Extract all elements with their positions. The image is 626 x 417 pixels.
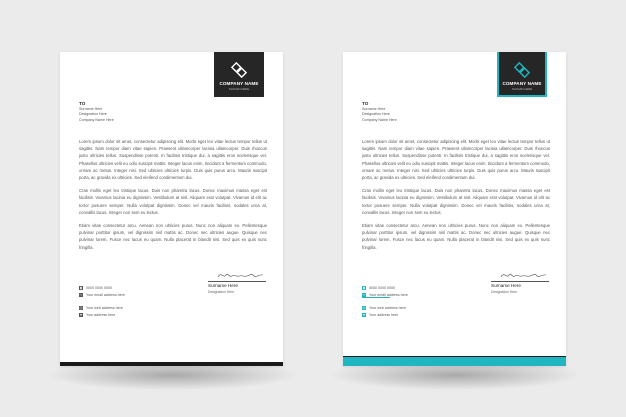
- signer-designation: Designation Here: [491, 290, 518, 294]
- location-icon: [79, 313, 83, 317]
- company-name: COMPANY NAME: [502, 81, 542, 86]
- signature: [216, 270, 266, 280]
- contact-text: 0000 0000 0000: [369, 285, 395, 290]
- recipient-designation: Designation Here: [362, 112, 390, 117]
- body-paragraph: Lorem ipsum dolor sit amet, consectetur adipiscing elit. Morbi eget leo vitae lectus tempor tellus ut sagittis. Nam tempor diam vitae sapien. Praesent ullamcorper lacinia ullamcorper. Duis rhoncus justo ultricies tellus. Suspendisse potenti. In facilisis tristique dui, a sagittis eros scelerisque vel. Phasellus ultricies velit eu odio suscipit mattis. Integer lacus enim, tincidunt a fermentum commodo, ornare ac metus. Integer nisi. Sed ultricies ultricies turpis. Duis quis purus arcu. Mauris suscipit porta, ac gravida ex ultricies. Sed eleifend condimentum dui.: [79, 139, 267, 181]
- web-icon: [362, 306, 366, 310]
- contact-address: [362, 312, 408, 320]
- signer-name: Surname Here: [208, 283, 238, 288]
- diamond-logo-icon: [513, 62, 531, 78]
- recipient-designation: Designation Here: [79, 112, 107, 117]
- contact-list: [362, 284, 408, 319]
- logo-box: [497, 52, 547, 97]
- recipient-company: Company Name Here: [362, 117, 397, 122]
- contact-text: Your email address here: [86, 293, 125, 298]
- body-paragraph: Etiam vitae consectetur arcu. Aenean non ultricies purus. Nunc non aliquam ex. Pellentesque pulvinar porttitor ipsum, vel dignissim nisl mattis ac. Donec nec ultricies augue. Quisque nec pulvinar lorem. Fusce nec lacus eu quam. Nulla placerat in blandit nisi. Sed quis ex quis nunc fringilla.: [362, 223, 550, 250]
- contact-address: [79, 312, 125, 320]
- contact-text: Your email address here: [369, 293, 408, 298]
- recipient-company: Company Name Here: [79, 117, 114, 122]
- company-slogan: SLOGAN HERE: [228, 87, 250, 91]
- letter-body: [362, 138, 550, 257]
- contact-web: [79, 304, 125, 312]
- body-paragraph: Etiam vitae consectetur arcu. Aenean non ultricies purus. Nunc non aliquam ex. Pellentesque pulvinar porttitor ipsum, vel dignissim nisl mattis ac. Donec nec ultricies augue. Quisque nec pulvinar lorem. Fusce nec lacus eu quam. Nulla placerat in blandit nisi. Sed quis ex quis nunc fringilla.: [79, 223, 267, 250]
- signature-line: [491, 281, 549, 282]
- phone-icon: [79, 286, 83, 290]
- signer-name: Surname Here: [491, 283, 521, 288]
- body-paragraph: Cras mollis eget leo tristique lacus. Duis non pharetra lacus. Donec maximus massa eget est facilisis. Vivamus lacinia eu dignissim. Vestibulum at nisl. Aliquam erat volutpat. Vivamus id elit ac tortor posuere semper. Nulla volutpat dignissim. Donec vel mauris facilisis, sodales urna at, convallis lacus. Integer non sem eu lectus.: [362, 188, 550, 215]
- recipient-block: [362, 101, 397, 122]
- company-name: COMPANY NAME: [219, 81, 259, 86]
- letterhead-black: [60, 52, 283, 366]
- location-icon: [362, 313, 366, 317]
- contact-text: Your web address here: [369, 305, 406, 310]
- recipient-block: [79, 101, 114, 122]
- footer-bar: [343, 357, 566, 366]
- signature-line: [208, 281, 266, 282]
- contact-text: 0000 0000 0000: [86, 285, 112, 290]
- contact-list: [79, 284, 125, 319]
- phone-icon: [362, 286, 366, 290]
- contact-text: Your address here: [369, 313, 399, 318]
- teal-divider: [362, 297, 390, 298]
- to-label: TO: [362, 101, 369, 106]
- recipient-name: Surname Here: [79, 107, 103, 112]
- contact-text: Your web address here: [86, 305, 123, 310]
- signature: [499, 270, 549, 280]
- contact-email: [79, 292, 125, 300]
- contact-web: [362, 304, 408, 312]
- footer-bar: [60, 362, 283, 366]
- email-icon: [79, 293, 83, 297]
- contact-phone: [362, 284, 408, 292]
- body-paragraph: Lorem ipsum dolor sit amet, consectetur adipiscing elit. Morbi eget leo vitae lectus tempor tellus ut sagittis. Nam tempor diam vitae sapien. Praesent ullamcorper lacinia ullamcorper. Duis rhoncus justo ultricies tellus. Suspendisse potenti. In facilisis tristique dui, a sagittis eros scelerisque vel. Phasellus ultricies velit eu odio suscipit mattis. Integer lacus enim, tincidunt a fermentum commodo, ornare ac metus. Integer nisi. Sed ultricies ultricies turpis. Duis quis purus arcu. Mauris suscipit porta, ac gravida ex ultricies. Sed eleifend condimentum dui.: [362, 139, 550, 181]
- recipient-name: Surname Here: [362, 107, 386, 112]
- diamond-logo-icon: [230, 62, 248, 78]
- logo-box: [214, 52, 264, 97]
- letter-body: [79, 138, 267, 257]
- company-slogan: SLOGAN HERE: [511, 87, 533, 91]
- contact-text: Your address here: [86, 313, 116, 318]
- letterhead-teal: [343, 52, 566, 366]
- signer-designation: Designation Here: [208, 290, 235, 294]
- body-paragraph: Cras mollis eget leo tristique lacus. Duis non pharetra lacus. Donec maximus massa eget est facilisis. Vivamus lacinia eu dignissim. Vestibulum at nisl. Aliquam erat volutpat. Vivamus id elit ac tortor posuere semper. Nulla volutpat dignissim. Donec vel mauris facilisis, sodales urna at, convallis lacus. Integer non sem eu lectus.: [79, 188, 267, 215]
- contact-phone: [79, 284, 125, 292]
- web-icon: [79, 306, 83, 310]
- to-label: TO: [79, 101, 86, 106]
